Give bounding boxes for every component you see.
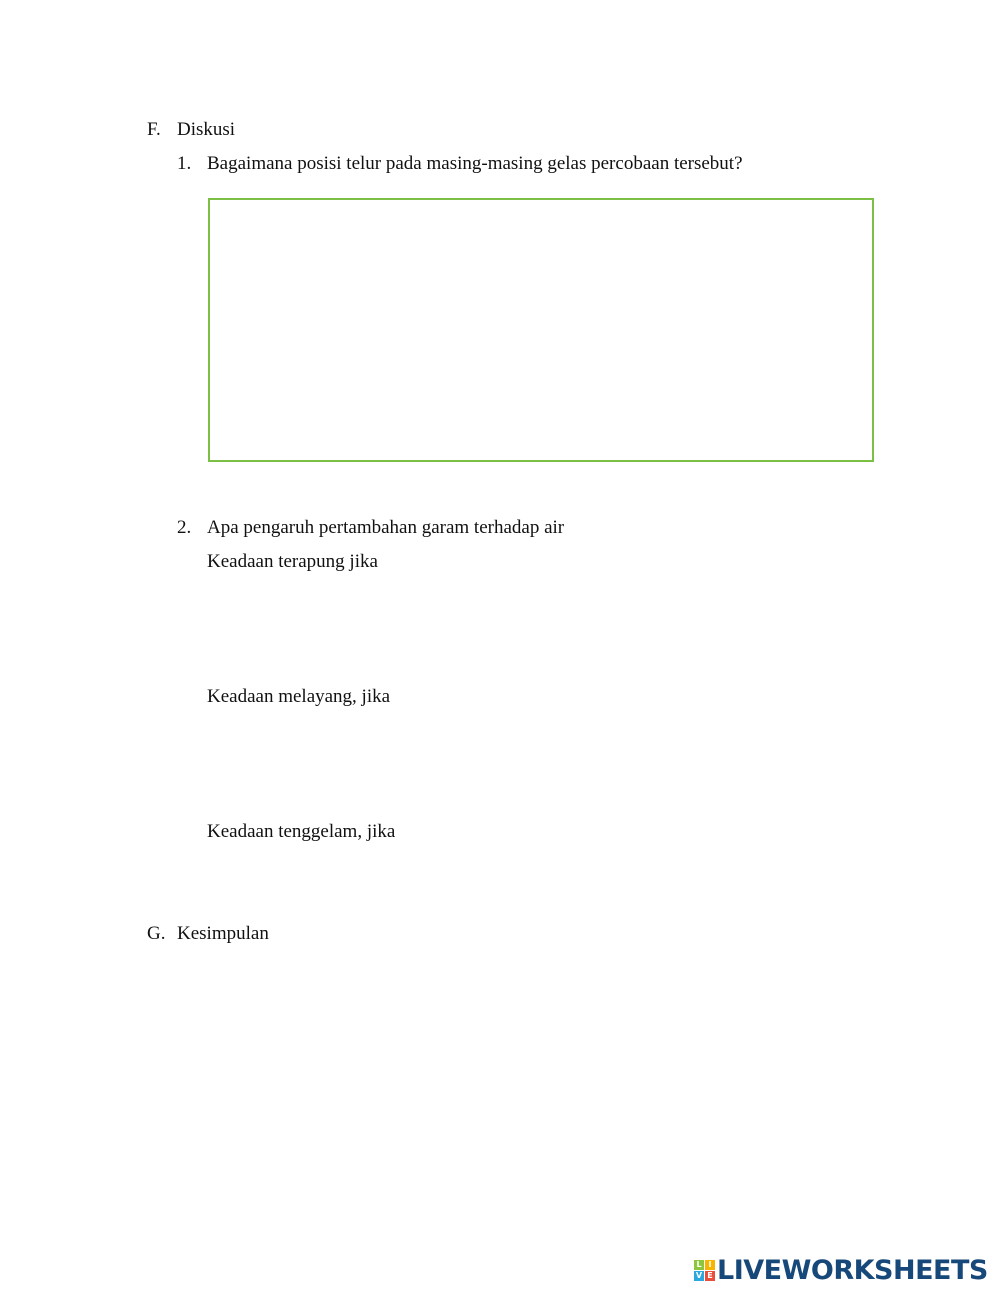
- section-g-letter: G.: [147, 923, 166, 944]
- question-2-text: Apa pengaruh pertambahan garam terhadap air: [207, 517, 565, 538]
- prompt-terapung: Keadaan terapung jika: [207, 551, 378, 572]
- logo-letter-e: E: [705, 1271, 715, 1281]
- prompt-tenggelam: Keadaan tenggelam, jika: [207, 821, 396, 842]
- section-g-title: Kesimpulan: [177, 923, 269, 944]
- question-1-answer-box[interactable]: [208, 198, 874, 462]
- logo-letter-i: I: [705, 1260, 715, 1270]
- logo-letter-v: V: [695, 1270, 703, 1280]
- prompt-melayang: Keadaan melayang, jika: [207, 686, 391, 707]
- logo-letter-l: L: [694, 1260, 704, 1270]
- question-2-number: 2.: [177, 517, 192, 538]
- logo-mark-icon: [694, 1260, 715, 1281]
- question-1-text: Bagaimana posisi telur pada masing-masing gelas percobaan tersebut?: [207, 153, 743, 174]
- logo-wordmark: LIVEWORKSHEETS: [717, 1254, 988, 1286]
- section-f-title: Diskusi: [177, 119, 236, 140]
- liveworksheets-logo: [694, 1255, 988, 1285]
- section-f-letter: F.: [147, 119, 161, 140]
- question-1-number: 1.: [177, 153, 192, 174]
